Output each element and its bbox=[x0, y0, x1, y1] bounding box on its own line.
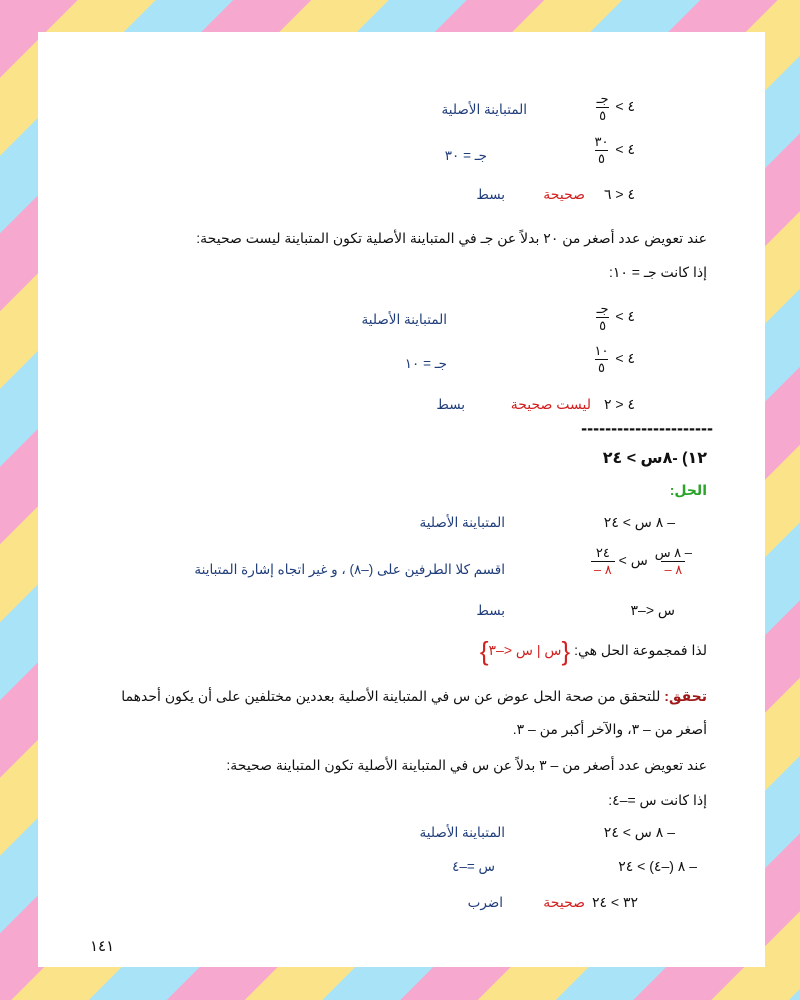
sol-row2-left-fraction: $\frac{\text{– ٨ س}}{٨ -}$ bbox=[654, 545, 692, 577]
b1-row2-fraction: $\frac{٣٠}{٥}$ bbox=[594, 134, 609, 166]
solution-set-label: لذا فمجموعة الحل هي: bbox=[574, 642, 707, 659]
section-divider: ---------------------- bbox=[581, 418, 713, 438]
solution-label: الحل: bbox=[669, 482, 707, 498]
sol-row2-note: اقسم كلا الطرفين على (–٨) ، و غير اتجاه إشارة المتباينة bbox=[194, 562, 505, 577]
sol-row3-note: بسط bbox=[476, 603, 505, 618]
check-label: تحقق: bbox=[664, 688, 707, 704]
paragraph-substitute-less-than-3: عند تعويض عدد أصغر من – ٣ بدلاً عن س في المتباينة الأصلية تكون المتباينة صحيحة: bbox=[226, 757, 707, 773]
problem-12-title: ١٢) -٨س > ٢٤ bbox=[602, 450, 707, 467]
b3-row1-note: المتباينة الأصلية bbox=[419, 825, 505, 840]
b2-row2-fraction: $\frac{١٠}{٥}$ bbox=[594, 343, 609, 375]
paragraph-if-x-neg4: إذا كانت س =–٤: bbox=[608, 792, 707, 808]
sol-row3-expression: س <–٣ bbox=[630, 602, 675, 618]
sol-row2-right-fraction: $\frac{٢٤}{٨ -}$ bbox=[591, 546, 615, 577]
b2-row2-note: جـ = ١٠ bbox=[404, 356, 447, 371]
b3-row3-status: صحيحة bbox=[543, 894, 585, 910]
b3-row3-expression: ٣٢ > ٢٤ bbox=[591, 894, 638, 910]
b1-row1-fraction: $\frac{\text{جـ}}{٥}$ bbox=[596, 91, 609, 123]
b2-row3-status: ليست صحيحة bbox=[510, 396, 591, 412]
b2-row3-expression: ٤ < ٢ bbox=[603, 396, 635, 412]
paragraph-if-j-10: إذا كانت جـ = ١٠: bbox=[608, 264, 707, 280]
set-close-brace: } bbox=[479, 636, 489, 666]
b1-row3-expression: ٤ < ٦ bbox=[603, 186, 635, 202]
check-paragraph bbox=[121, 688, 707, 705]
b1-row2-inequality: ٤ > $\frac{٣٠}{٥}$ bbox=[592, 135, 635, 166]
b3-row1-expression: – ٨ س > ٢٤ bbox=[603, 824, 675, 840]
b1-row2-note: جـ = ٣٠ bbox=[444, 148, 487, 163]
b3-row2-expression: – ٨ (–٤) > ٢٤ bbox=[618, 858, 697, 874]
b2-row2-inequality: ٤ > $\frac{١٠}{٥}$ bbox=[592, 344, 635, 375]
b2-row1-fraction: $\frac{\text{جـ}}{٥}$ bbox=[596, 301, 609, 333]
b1-row1-inequality: ٤ > $\frac{\text{جـ}}{٥}$ bbox=[594, 92, 635, 123]
b3-row3-note: اضرب bbox=[467, 895, 503, 910]
check-text: للتحقق من صحة الحل عوض عن س في المتباينة الأصلية بعددين مختلفين على أن يكون أحدهما bbox=[121, 688, 661, 704]
solution-set-value: س | س <–٣ bbox=[488, 642, 562, 659]
sol-row1-expression: – ٨ س > ٢٤ bbox=[603, 514, 675, 530]
sol-row1-note: المتباينة الأصلية bbox=[419, 515, 505, 530]
b1-row3-status: صحيحة bbox=[543, 186, 585, 202]
b2-row1-note: المتباينة الأصلية bbox=[361, 312, 447, 327]
b3-row2-note: س =–٤ bbox=[452, 859, 495, 874]
b1-row1-note: المتباينة الأصلية bbox=[441, 102, 527, 117]
b1-row3-note: بسط bbox=[476, 187, 505, 202]
check-text-line2: أصغر من – ٣، والآخر أكبر من – ٣. bbox=[512, 721, 707, 737]
b2-row1-inequality: ٤ > $\frac{\text{جـ}}{٥}$ bbox=[594, 302, 635, 333]
b2-row3-note: بسط bbox=[436, 397, 465, 412]
paragraph-substitute-smaller: عند تعويض عدد أصغر من ٢٠ بدلاً عن جـ في المتباينة الأصلية تكون المتباينة ليست صحيحة: bbox=[196, 230, 707, 246]
solution-set-line bbox=[480, 636, 707, 667]
set-open-brace: { bbox=[561, 636, 571, 666]
page-number: ١٤١ bbox=[90, 938, 115, 955]
document-page bbox=[38, 32, 765, 967]
sol-row2-inequality: $\frac{\text{– ٨ س}}{٨ -}$ س > $\frac{٢٤}{٨ -}$ bbox=[591, 546, 695, 577]
